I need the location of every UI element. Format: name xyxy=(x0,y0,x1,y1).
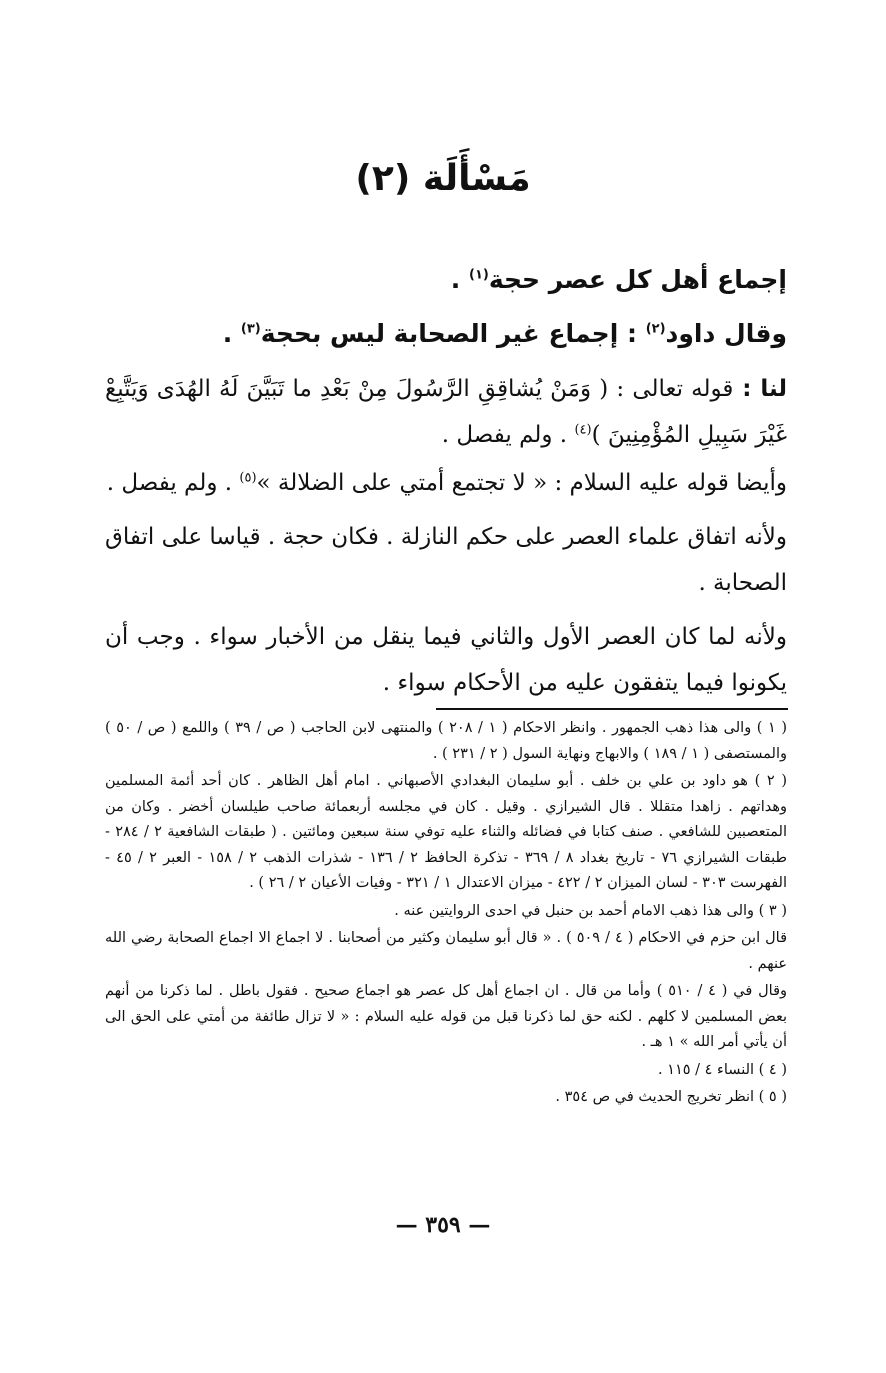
page-number: — ٣٥٩ — xyxy=(395,1212,491,1238)
footnote-ref-2: (٢) xyxy=(645,321,666,337)
heading-claim-text: إجماع أهل كل عصر حجة xyxy=(488,265,787,294)
footnote-ref-1: (١) xyxy=(468,267,489,283)
footnote-2: ( ٢ ) هو داود بن علي بن خلف . أبو سليمان البغدادي الأصبهاني . امام أهل الظاهر . كان أحد أئمة المسلمين وهداتهم . زاهدا متقللا . قال الشيرازي . وقيل . كان في مجلسه أربعمائة صاحب طيلسان أخضر . وكان من المتعصبين للشافعي . صنف كتابا في فضائله والثناء عليه توفي سنة سبعين ومائتين . ( طبقات الشافعية ٢ / ٢٨٤ - طبقات الشيرازي ٧٦ - تاريخ بغداد ٨ / ٣٦٩ - تذكرة الحافظ ٢ / ١٣٦ - شذرات الذهب ٢ / ١٥٨ - العبر ٢ / ٤٥ - الفهرست ٣٠٣ - لسان الميزان ٢ / ٤٢٢ - ميزان الاعتدال ١ / ٣٢١ - وفيات الأعيان ٢ / ٢٦ ) . xyxy=(105,773,787,891)
footnote-1: ( ١ ) والى هذا ذهب الجمهور . وانظر الاحكام ( ١ / ٢٠٨ ) والمنتهى لابن الحاجب ( ص / ٣٩ ) واللمع ( ص / ٥٠ ) والمستصفى ( ١ / ١٨٩ ) والابهاج ونهاية السول ( ٢ / ٢٣١ ) . xyxy=(105,720,787,762)
section-title: مَسْأَلَة (٢) xyxy=(355,158,531,199)
footnote-4: ( ٤ ) النساء ٤ / ١١٥ . xyxy=(657,1061,787,1078)
paragraph-quran xyxy=(105,366,787,458)
paragraph-lead: لنا : xyxy=(733,376,788,402)
heading-dawud-a: وقال داود xyxy=(665,319,787,348)
paragraph-quran-tail: . ولم يفصل . xyxy=(441,422,575,448)
footnote-ref-3: (٣) xyxy=(240,321,261,337)
footnote-3: ( ٣ ) والى هذا ذهب الامام أحمد بن حنبل في احدى الروايتين عنه . xyxy=(394,902,787,919)
footnote-ref-5: (٥) xyxy=(239,470,257,486)
quran-verse: قوله تعالى : ( وَمَنْ يُشاقِقِ الرَّسُولَ مِنْ بَعْدِ ما تَبَيَّنَ لَهُ الهُدَى وَيَتَّبِعْ غَيْرَ سَبِيلِ المُؤْمِنِينَ ) xyxy=(105,376,787,448)
paragraph-analogy: ولأنه اتفاق علماء العصر على حكم النازلة . فكان حجة . قياسا على اتفاق الصحابة . xyxy=(104,524,787,596)
footnote-divider xyxy=(436,708,788,710)
footnote-3-ibn-hazm: قال ابن حزم في الاحكام ( ٤ / ٥٠٩ ) . « قال أبو سليمان وكثير من أصحابنا . لا اجماع الا اجماع الصحابة رضي الله عنهم . xyxy=(105,930,788,972)
footnotes xyxy=(105,716,787,1113)
main-text xyxy=(105,258,787,714)
paragraph-hadith-tail: . ولم يفصل . xyxy=(106,470,240,496)
heading-dawud: وقال داود$^{(٢)}$ : إجماع غير الصحابة ليس بحجة$^{(٣)}$ . xyxy=(222,319,787,348)
footnote-5: ( ٥ ) انظر تخريج الحديث في ص ٣٥٤ . xyxy=(555,1089,787,1105)
paragraph-eras: ولأنه لما كان العصر الأول والثاني فيما ينقل من الأخبار سواء . وجب أن يكونوا فيما يتفقون عليه من الأحكام سواء . xyxy=(105,624,787,696)
footnote-3-continued: وقال في ( ٤ / ٥١٠ ) وأما من قال . ان اجماع أهل كل عصر هو اجماع صحيح . فقول باطل . لما ذكرنا من أنهم بعض المسلمين لا كلهم . لكنه حق لما ذكرنا قبل من قوله عليه السلام : « لا تزال طائفة من أمتي على الحق الى أن يأتي أمر الله » ١ هـ . xyxy=(105,983,788,1050)
heading-claim: إجماع أهل كل عصر حجة$^{(١)}$ . xyxy=(450,265,787,294)
hadith-text: وأيضا قوله عليه السلام : « لا تجتمع أمتي على الضلالة » xyxy=(256,470,787,496)
paragraph-hadith xyxy=(105,460,787,506)
footnote-ref-4: (٤) xyxy=(574,422,592,438)
heading-dawud-b: : إجماع غير الصحابة ليس بحجة xyxy=(260,319,646,348)
